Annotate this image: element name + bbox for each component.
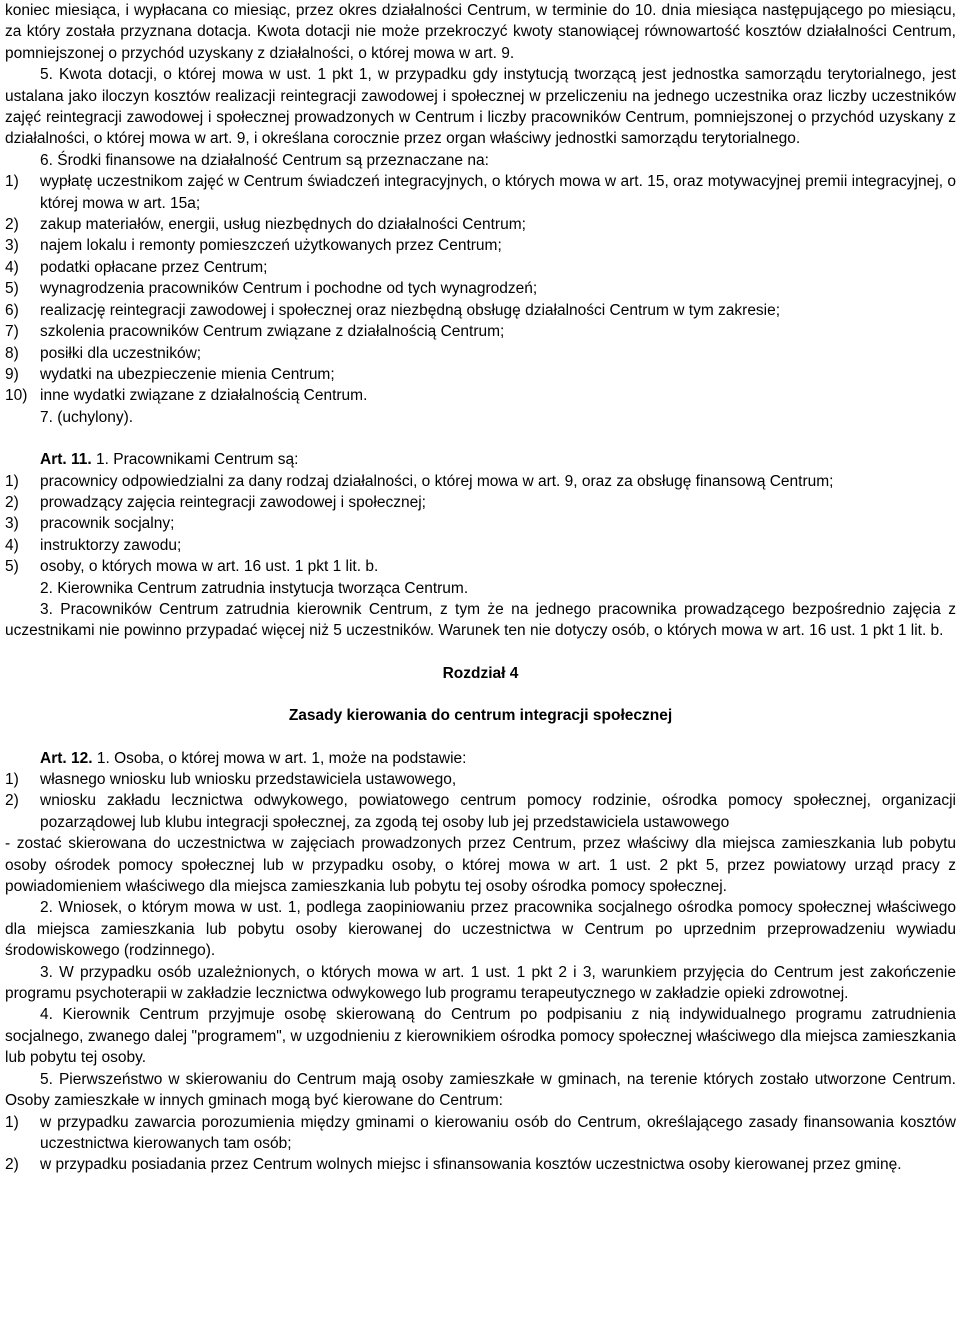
list-item: 2) wniosku zakładu lecznictwa odwykowego, powiatowego centrum pomocy rodzinie, ośrodka pomocy społecznej, organizacji pozarządowej lub klubu integracji społecznej, za zgodą tej osoby lub jej przedstawiciela ustawowego — [5, 792, 956, 831]
list-item: 9) wydatki na ubezpieczenie mienia Centrum; — [5, 365, 335, 383]
spacer — [5, 642, 956, 663]
list-item: 5) wynagrodzenia pracowników Centrum i pochodne od tych wynagrodzeń; — [5, 280, 538, 298]
paragraph-6: 6. Środki finansowe na działalność Centrum są przeznaczane na: — [40, 151, 489, 169]
art-12-paragraph-5: 5. Pierwszeństwo w skierowaniu do Centrum mają osoby zamieszkałe w gminach, na terenie których zostało utworzone Centrum. Osoby zamieszkałe w innych gminach mogą być kierowane do Centrum: — [5, 1070, 956, 1110]
spacer — [5, 684, 956, 705]
list-item: 1) wypłatę uczestnikom zajęć w Centrum świadczeń integracyjnych, o których mowa w art. 15, oraz motywacyjnej premii integracyjnej, o której mowa w art. 15a; — [5, 173, 956, 212]
list-12-5 — [5, 1112, 956, 1176]
paragraph-5: 5. Kwota dotacji, o której mowa w ust. 1 pkt 1, w przypadku gdy instytucją tworzącą jest jednostka samorządu terytorialnego, jest ustalana jako iloczyn kosztów realizacji reintegracji zawodowej i społecznej w przeliczeniu na jednego uczestnika oraz liczby uczestników zajęć reintegracji zawodowej i społecznej prowadzonych w Centrum i liczby pracowników Centrum, pomniejszonej o przychód uzyskany z działalności, o której mowa w art. 9, i określana corocznie przez organ właściwy jednostki samorządu terytorialnego. — [5, 66, 956, 148]
paragraph-7: 7. (uchylony). — [40, 408, 134, 426]
art-12-paragraph-2: 2. Wniosek, o którym mowa w ust. 1, podlega zaopiniowaniu przez pracownika socjalnego ośrodka pomocy społecznej właściwego dla miejsca zamieszkania lub pobytu osoby kierowanej do uczestnictwa w Centrum po uprzednim przeprowadzeniu wywiadu środowiskowego (rodzinnego). — [5, 899, 956, 960]
list-item: 6) realizację reintegracji zawodowej i społecznej oraz niezbędną obsługę działalności Centrum w tym zakresie; — [5, 301, 781, 319]
list-6 — [5, 171, 956, 406]
list-item: 3) pracownik socjalny; — [5, 515, 175, 533]
list-item: 1) własnego wniosku lub wniosku przedstawiciela ustawowego, — [5, 771, 457, 788]
list-11 — [5, 471, 956, 578]
list-item: 2) prowadzący zajęcia reintegracji zawodowej i społecznej; — [5, 493, 426, 511]
chapter-heading: Rozdział 4 — [442, 664, 519, 682]
list-item: 4) podatki opłacane przez Centrum; — [5, 258, 268, 276]
chapter-title: Zasady kierowania do centrum integracji społecznej — [288, 707, 673, 725]
paragraph-top: koniec miesiąca, i wypłacana co miesiąc, przez okres działalności Centrum, w terminie do 10. dnia miesiąca następującego po miesiącu, za który została przyznana dotacja. Kwota dotacji nie może przekroczyć kwoty stanowiącej równowartość kosztów działalności Centrum, pomniejszonej o przychód uzyskany z działalności, o której mowa w art. 9. — [5, 2, 956, 62]
list-item: 2) zakup materiałów, energii, usług niezbędnych do działalności Centrum; — [5, 216, 526, 234]
art-11-label: Art. 11. — [40, 451, 92, 469]
list-item: 5) osoby, o których mowa w art. 16 ust. 1 pkt 1 lit. b. — [5, 558, 379, 576]
spacer — [5, 428, 956, 449]
list-item: 2) w przypadku posiadania przez Centrum wolnych miejsc i sfinansowania kosztów uczestnictwa osoby kierowanej przez gminę. — [5, 1156, 902, 1174]
art-12-paragraph-4: 4. Kierownik Centrum przyjmuje osobę skierowaną do Centrum po podpisaniu z nią indywidualnego programu zatrudnienia socjalnego, zwanego dalej "programem", w uzgodnieniu z kierownikiem ośrodka pomocy społecznej właściwego dla miejsca zamieszkania lub pobytu tej osoby. — [5, 1006, 956, 1067]
list-item: 4) instruktorzy zawodu; — [5, 536, 182, 554]
art-12-paragraph-3: 3. W przypadku osób uzależnionych, o których mowa w art. 1 ust. 1 pkt 2 i 3, warunkiem przyjęcia do Centrum jest zakończenie programu psychoterapii w zakładzie lecznictwa odwykowego lub programu terapeutycznego w zakładzie opieki zdrowotnej. — [5, 963, 956, 1003]
list-item: 3) najem lokalu i remonty pomieszczeń użytkowanych przez Centrum; — [5, 237, 502, 255]
list-12 — [5, 769, 956, 833]
spacer — [5, 727, 956, 748]
art-12-paragraph-1-continuation: - zostać skierowana do uczestnictwa w zajęciach prowadzonych przez Centrum, przez właściwy dla miejsca zamieszkania lub pobytu osoby ośrodek pomocy społecznej lub w przypadku osoby, o której mowa w art. 1 ust. 2 pkt 5, przez powiatowy urząd pracy z powiadomieniem właściwego dla miejsca zamieszkania lub pobytu tej osoby ośrodka pomocy społecznej. — [5, 835, 956, 896]
list-item: 8) posiłki dla uczestników; — [5, 344, 202, 362]
art-12-label: Art. 12. — [40, 749, 93, 767]
list-item: 1) w przypadku zawarcia porozumienia między gminami o kierowaniu osób do Centrum, określającego zasady finansowania kosztów uczestnictwa kierowanych tam osób; — [5, 1113, 956, 1152]
list-item: 10) inne wydatki związane z działalnością Centrum. — [5, 387, 368, 405]
art-12-paragraph-1: Art. 12. 1. Osoba, o której mowa w art. 1, może na podstawie: — [40, 749, 467, 767]
art-11-paragraph-3: 3. Pracowników Centrum zatrudnia kierownik Centrum, z tym że na jednego pracownika prowadzącego bezpośrednio zajęcia z uczestnikami nie powinno przypadać więcej niż 5 uczestników. Warunek ten nie dotyczy osób, o których mowa w art. 16 ust. 1 pkt 1 lit. b. — [5, 600, 956, 640]
art-11-paragraph-2: 2. Kierownika Centrum zatrudnia instytucja tworząca Centrum. — [40, 579, 469, 597]
list-item: 1) pracownicy odpowiedzialni za dany rodzaj działalności, o której mowa w art. 9, oraz za obsługę finansową Centrum; — [5, 472, 834, 490]
art-11-paragraph-1: Art. 11. 1. Pracownikami Centrum są: — [40, 451, 299, 469]
list-item: 7) szkolenia pracowników Centrum związane z działalnością Centrum; — [5, 323, 505, 341]
